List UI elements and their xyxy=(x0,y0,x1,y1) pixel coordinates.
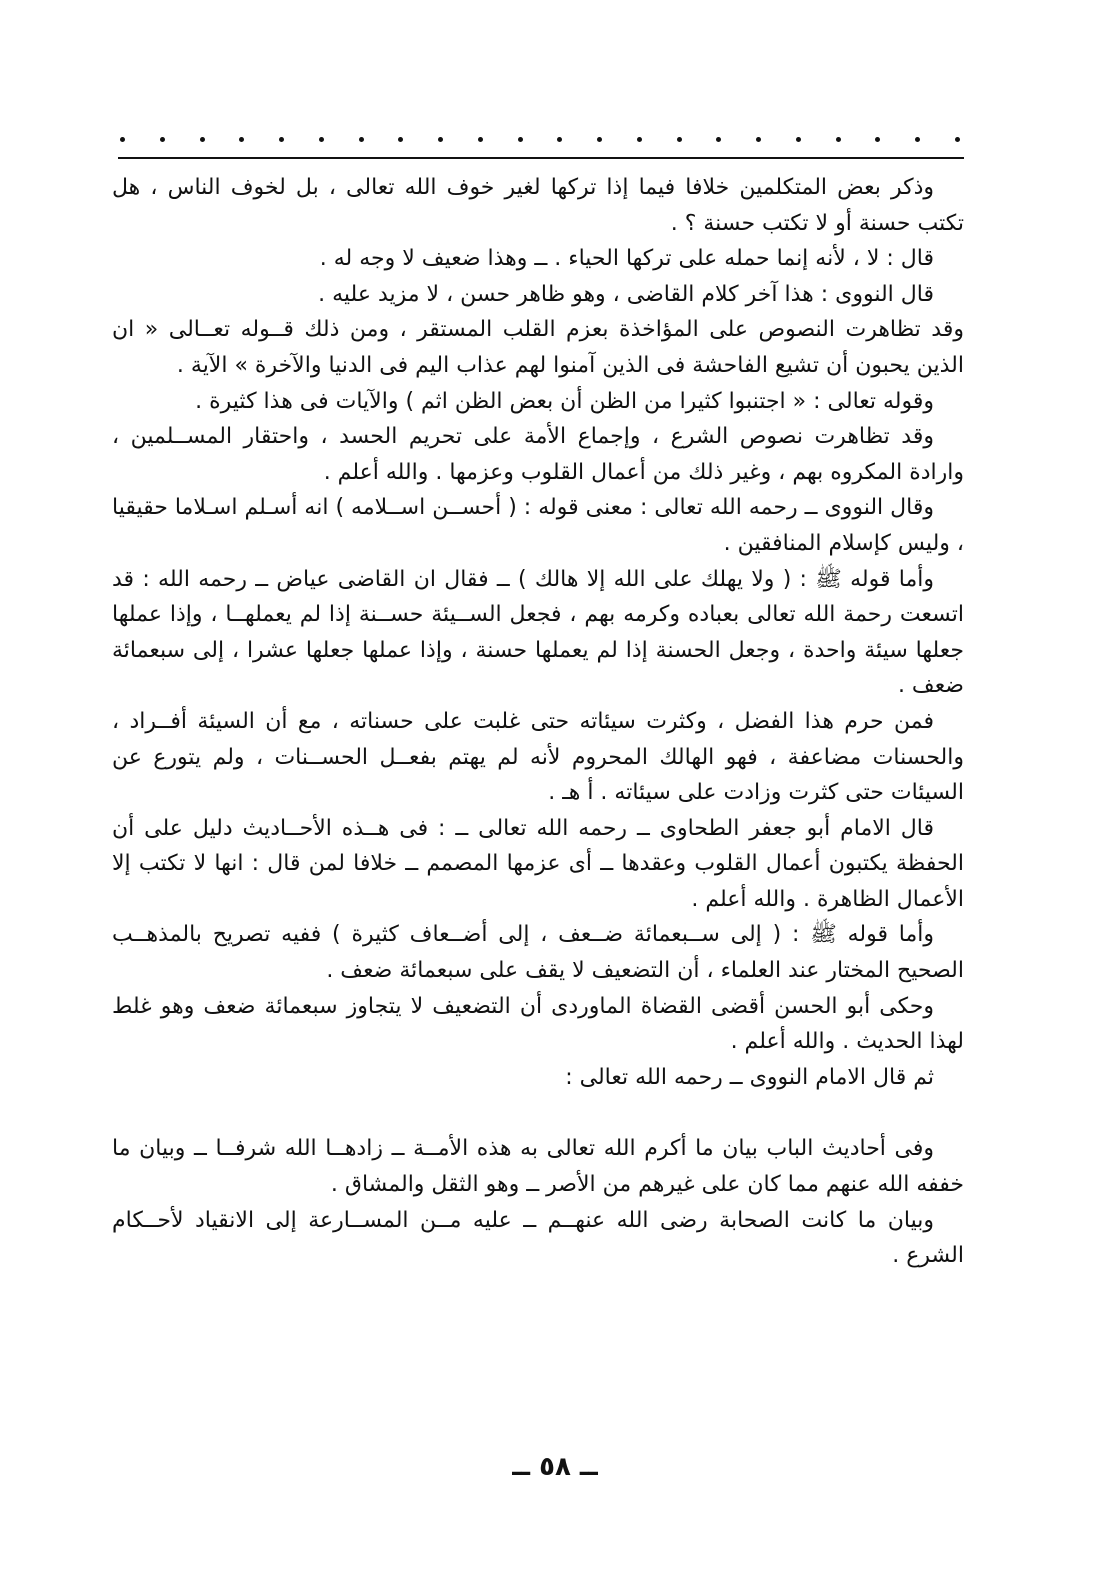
paragraph: وأما قوله ﷺ : ( إلى ســبعمائة ضــعف ، إلى أضــعاف كثيرة ) ففيه تصريح بالمذهــب الصحيح المختار عند العلماء ، أن التضعيف لا يقف على سبعمائة ضعف . xyxy=(112,922,964,984)
paragraph: ثم قال الامام النووى ــ رحمه الله تعالى : xyxy=(565,1064,934,1090)
paragraph: فمن حرم هذا الفضل ، وكثرت سيئاته حتى غلبت على حسناته ، مع أن السيئة أفــراد ، والحسنات مضاعفة ، فهو الهالك المحروم لأنه لم يهتم بفعــل الحســنات ، ولم يتورع عن السيئات حتى كثرت وزادت على سيئاته . أ هـ . xyxy=(112,708,964,806)
paragraph: قال : لا ، لأنه إنما حمله على تركها الحياء . ــ وهذا ضعيف لا وجه له . xyxy=(319,246,934,272)
paragraph: وحكى أبو الحسن أقضى القضاة الماوردى أن التضعيف لا يتجاوز سبعمائة ضعف وهو غلط لهذا الحديث . والله أعلم . xyxy=(112,993,964,1055)
paragraph: وقال النووى ــ رحمه الله تعالى : معنى قوله : ( أحســن اســلامه ) انه أسـلم اسـلاما حقيقيا ، وليس كإسلام المنافقين . xyxy=(112,495,964,556)
header-dots-ornament xyxy=(120,132,960,146)
section-gap xyxy=(112,1095,964,1131)
paragraph: وأما قوله ﷺ : ( ولا يهلك على الله إلا هالك ) ــ فقال ان القاضى عياض ــ رحمه الله : قد اتسعت رحمة الله تعالى بعباده وكرمه بهم ، فجعل الســيئة حســنة إذا لم يعملهــا ، وإذا عملها جعلها سيئة واحدة ، وجعل الحسنة إذا لم يعملها حسنة ، وإذا عملها جعلها عشرا ، إلى سبعمائة ضعف . xyxy=(112,566,964,699)
page-number: ــ ٥٨ ــ xyxy=(512,1452,598,1482)
paragraph: وفى أحاديث الباب بيان ما أكرم الله تعالى به هذه الأمــة ــ زادهــا الله شرفــا ــ وبيان ما خففه الله عنهم مما كان على غيرهم من الأصر ــ وهو الثقل والمشاق . xyxy=(112,1136,964,1198)
paragraph: وقوله تعالى : « اجتنبوا كثيرا من الظن أن بعض الظن اثم ) والآيات فى هذا كثيرة . xyxy=(195,388,934,414)
body-text xyxy=(112,170,964,1274)
paragraph: قال الامام أبو جعفر الطحاوى ــ رحمه الله تعالى ــ : فى هــذه الأحــاديث دليل على أن الحفظة يكتبون أعمال القلوب وعقدها ــ أى عزمها المصمم ــ خلافا لمن قال : انها لا تكتب إلا الأعمال الظاهرة . والله أعلم . xyxy=(112,815,964,912)
paragraph: وقد تظاهرت نصوص الشرع ، وإجماع الأمة على تحريم الحسد ، واحتقار المســلمين ، وارادة المكروه بهم ، وغير ذلك من أعمال القلوب وعزمها . والله أعلم . xyxy=(112,424,964,485)
paragraph: وقد تظاهرت النصوص على المؤاخذة بعزم القلب المستقر ، ومن ذلك قــوله تعــالى « ان الذين يحبون أن تشيع الفاحشة فى الذين آمنوا لهم عذاب اليم فى الدنيا والآخرة » الآية . xyxy=(112,317,964,378)
paragraph: وبيان ما كانت الصحابة رضى الله عنهــم ــ عليه مــن المســارعة إلى الانقياد لأحــكام الشرع . xyxy=(112,1207,964,1269)
paragraph: وذكر بعض المتكلمين خلافا فيما إذا تركها لغير خوف الله تعالى ، بل لخوف الناس ، هل تكتب حسنة أو لا تكتب حسنة ؟ . xyxy=(112,175,964,236)
paragraph: قال النووى : هذا آخر كلام القاضى ، وهو ظاهر حسن ، لا مزيد عليه . xyxy=(318,281,934,307)
header-rule xyxy=(118,157,964,159)
